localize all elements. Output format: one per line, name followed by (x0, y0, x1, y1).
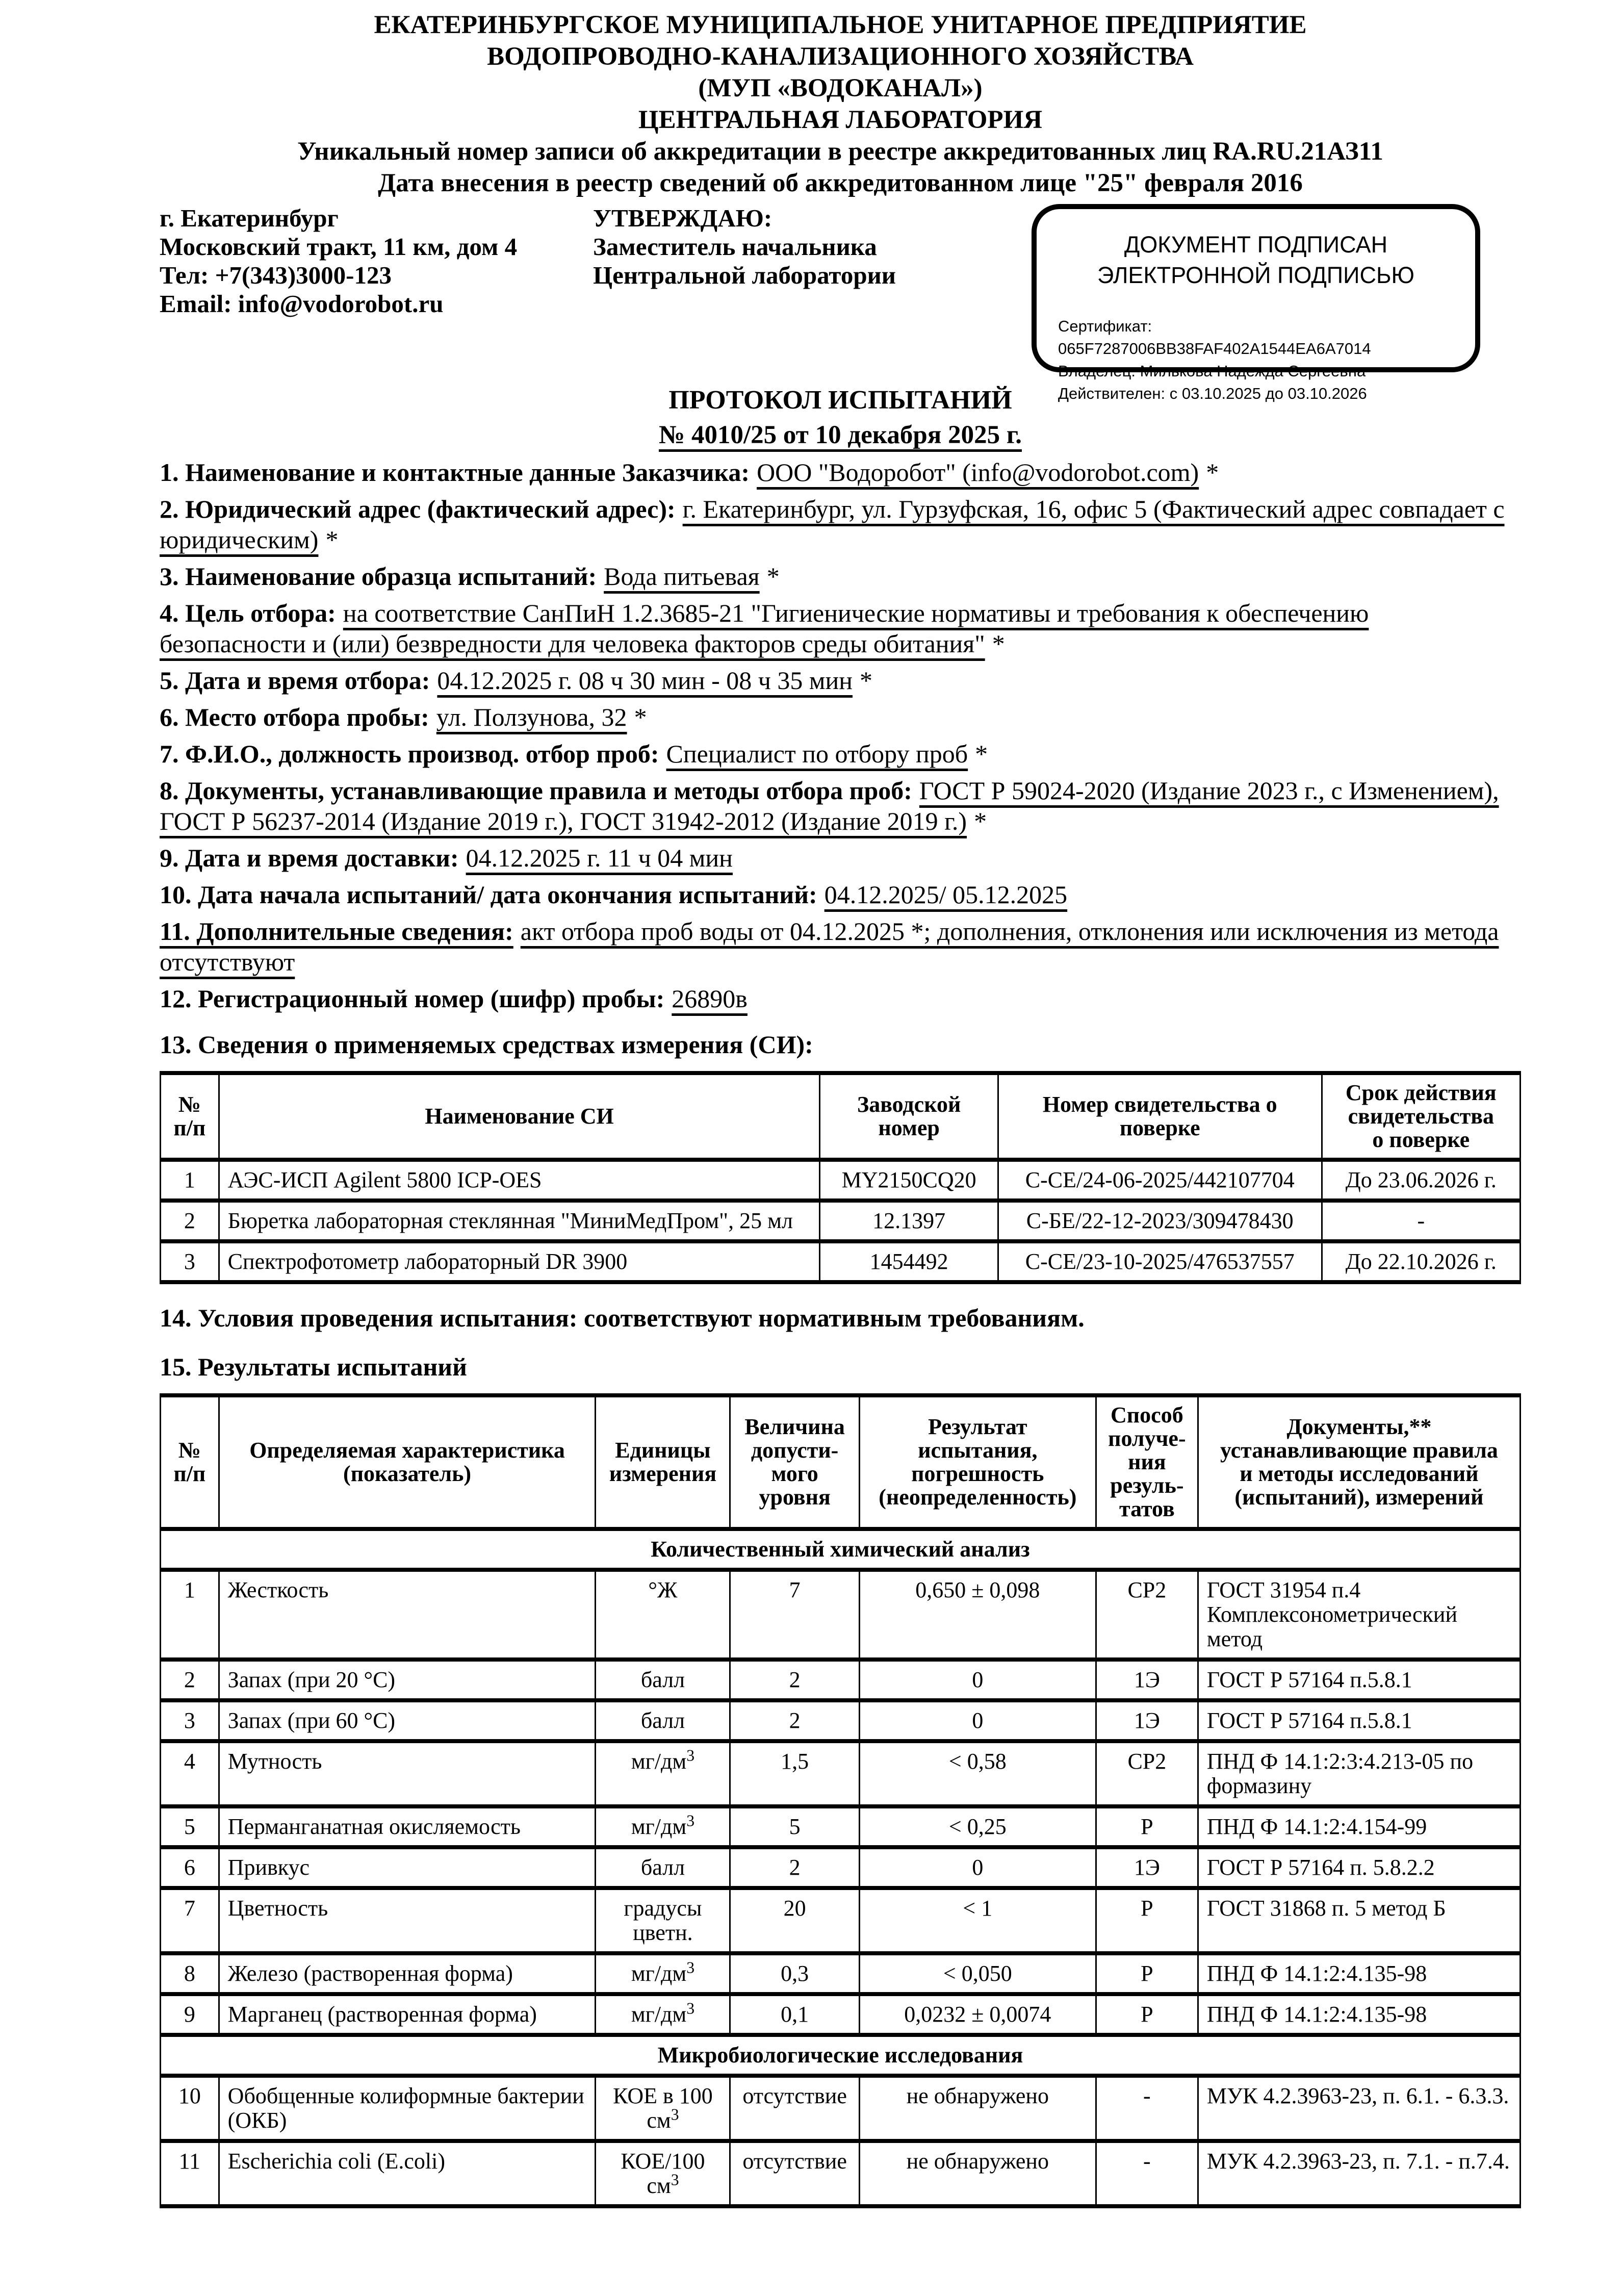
result-row (161, 1994, 1521, 2035)
stamp-owner: Владелец: Милькова Надежда Сергеевна (1058, 362, 1366, 380)
cell-characteristic: Жесткость (219, 1570, 596, 1660)
cell-allowed-level: 7 (730, 1570, 859, 1660)
cell-documents: МУК 4.2.3963-23, п. 7.1. - п.7.4. (1198, 2141, 1520, 2206)
org-name-line: ВОДОПРОВОДНО-КАНАЛИЗАЦИОННОГО ХОЗЯЙСТВА (487, 42, 1194, 71)
item-value: Специалист по отбору проб (666, 739, 968, 768)
cell-allowed-level: отсутствие (730, 2141, 859, 2206)
item-value: г. Екатеринбург, ул. Гурзуфская, 16, офис 5 (Фактический адрес совпадает с юридическим) (160, 495, 1505, 554)
measuring-instruments-table (160, 1071, 1521, 1284)
cell-units: $мг/дм^3$ (596, 1994, 730, 2035)
item-label: 11. Дополнительные сведения: (160, 917, 513, 946)
results-header-row (161, 1395, 1521, 1529)
item-12 (160, 983, 1521, 1014)
cell-cert-number: С-СЕ/24-06-2025/442107704 (998, 1160, 1322, 1201)
item-9 (160, 843, 1521, 873)
approval-line: Заместитель начальника (593, 233, 877, 261)
cell-units: КОЕ в 100 $см^3$ (596, 2076, 730, 2141)
item-value: ул. Ползунова, 32 (436, 703, 627, 731)
item-value: на соответствие СанПиН 1.2.3685-21 "Гигиенические нормативы и требования к обеспечению безопасности и (или) безвредности для человека факторов среды обитания" (160, 599, 1369, 658)
cell-result: < 0,58 (859, 1741, 1096, 1806)
cell-units: балл (596, 1847, 730, 1888)
cell-units: $мг/дм^3$ (596, 1741, 730, 1806)
stamp-title-line: ЭЛЕКТРОННОЙ ПОДПИСЬЮ (1097, 262, 1414, 288)
cell-cert-number: С-БЕ/22-12-2023/309478430 (998, 1201, 1322, 1241)
approval-block (593, 204, 1032, 290)
cell-allowed-level: отсутствие (730, 2076, 859, 2141)
item-11 (160, 916, 1521, 977)
item-label: 10. Дата начала испытаний/ дата окончания испытаний: (160, 880, 817, 909)
item-label: 6. Место отбора пробы: (160, 703, 429, 731)
cell-characteristic: Привкус (219, 1847, 596, 1888)
cell-method-code: 1Э (1096, 1847, 1198, 1888)
cell-index: 3 (161, 1241, 219, 1282)
cell-allowed-level: 2 (730, 1847, 859, 1888)
cell-characteristic: Цветность (219, 1888, 596, 1953)
result-row (161, 1741, 1521, 1806)
item-label: 5. Дата и время отбора: (160, 666, 430, 695)
item-label: 7. Ф.И.О., должность производ. отбор проб: (160, 739, 659, 768)
cell-index: 2 (161, 1201, 219, 1241)
cell-units: балл (596, 1700, 730, 1741)
cell-result: < 0,050 (859, 1953, 1096, 1994)
stamp-certificate: Сертификат: 065F7287006BB38FAF402A1544EA6A7014 (1058, 317, 1371, 358)
item-1 (160, 457, 1521, 488)
cell-validity: - (1322, 1201, 1520, 1241)
item-label: 4. Цель отбора: (160, 599, 336, 627)
cell-units: КОЕ/100 $см^3$ (596, 2141, 730, 2206)
si-header-row (161, 1073, 1521, 1160)
cell-units: °Ж (596, 1570, 730, 1660)
cell-num: 2 (161, 1660, 219, 1700)
cell-documents: МУК 4.2.3963-23, п. 6.1. - 6.3.3. (1198, 2076, 1520, 2141)
item-value: 04.12.2025 г. 08 ч 30 мин - 08 ч 35 мин (437, 666, 853, 695)
item-6 (160, 702, 1521, 732)
cell-method-code: Р (1096, 1953, 1198, 1994)
section13-heading: 13. Сведения о применяемых средствах измерения (СИ): (160, 1030, 813, 1059)
stamp-title-line: ДОКУМЕНТ ПОДПИСАН (1124, 232, 1388, 258)
result-row (161, 2076, 1521, 2141)
cell-result: 0,650 ± 0,098 (859, 1570, 1096, 1660)
cell-allowed-level: 0,1 (730, 1994, 859, 2035)
item-asterisk: * (1206, 458, 1219, 487)
cell-method-code: 1Э (1096, 1660, 1198, 1700)
contact-email: Email: info@vodorobot.ru (160, 290, 444, 318)
cell-characteristic: Перманганатная окисляемость (219, 1806, 596, 1847)
cell-result: 0 (859, 1660, 1096, 1700)
item-7 (160, 738, 1521, 769)
cell-method-code: - (1096, 2141, 1198, 2206)
item-value: ООО "Водоробот" (info@vodorobot.com) (757, 458, 1199, 487)
cell-units: градусы цветн. (596, 1888, 730, 1953)
item-asterisk: * (766, 562, 780, 591)
results-header-characteristic: Определяемая характеристика (показатель) (219, 1395, 596, 1529)
result-row (161, 1847, 1521, 1888)
item-asterisk: * (975, 739, 988, 768)
item-value: 04.12.2025/ 05.12.2025 (824, 880, 1068, 909)
results-header-num: № п/п (161, 1395, 219, 1529)
contact-phone: Тел: +7(343)3000-123 (160, 261, 392, 289)
cell-name: АЭС-ИСП Agilent 5800 ICP-OES (219, 1160, 820, 1201)
results-header-documents: Документы,** устанавливающие правила и методы исследований (испытаний), измерений (1198, 1395, 1520, 1529)
org-name-line: ЕКАТЕРИНБУРГСКОЕ МУНИЦИПАЛЬНОЕ УНИТАРНОЕ ПРЕДПРИЯТИЕ (374, 11, 1307, 39)
item-value: Вода питьевая (604, 562, 760, 591)
approval-line: УТВЕРЖДАЮ: (593, 204, 772, 232)
test-results-table (160, 1393, 1521, 2208)
si-row (161, 1160, 1521, 1201)
cell-documents: ПНД Ф 14.1:2:4.135-98 (1198, 1994, 1520, 2035)
cell-units: $мг/дм^3$ (596, 1953, 730, 1994)
result-row (161, 1660, 1521, 1700)
cell-allowed-level: 5 (730, 1806, 859, 1847)
item-value: ГОСТ Р 59024-2020 (Издание 2023 г., с Изменением), ГОСТ Р 56237-2014 (Издание 2019 г.), ГОСТ 31942-2012 (Издание 2019 г.) (160, 776, 1499, 835)
cell-documents: ПНД Ф 14.1:2:4.154-99 (1198, 1806, 1520, 1847)
item-label: 1. Наименование и контактные данные Заказчика: (160, 458, 750, 487)
item-asterisk: * (325, 525, 339, 554)
cell-name: Бюретка лабораторная стеклянная "МиниМедПром", 25 мл (219, 1201, 820, 1241)
cell-result: < 1 (859, 1888, 1096, 1953)
results-section-title-row (161, 2035, 1521, 2076)
cell-allowed-level: 2 (730, 1700, 859, 1741)
item-4 (160, 598, 1521, 659)
protocol-number (160, 419, 1521, 451)
cell-validity: До 22.10.2026 г. (1322, 1241, 1520, 1282)
contact-street: Московский тракт, 11 км, дом 4 (160, 233, 518, 261)
cell-units: балл (596, 1660, 730, 1700)
section15-heading: 15. Результаты испытаний (160, 1353, 467, 1381)
cell-documents: ГОСТ 31868 п. 5 метод Б (1198, 1888, 1520, 1953)
result-row (161, 2141, 1521, 2206)
cell-result: 0 (859, 1700, 1096, 1741)
protocol-title: ПРОТОКОЛ ИСПЫТАНИЙ (668, 386, 1012, 415)
cell-method-code: СР2 (1096, 1741, 1198, 1806)
item-3 (160, 561, 1521, 592)
contact-city: г. Екатеринбург (160, 204, 339, 232)
cell-num: 11 (161, 2141, 219, 2206)
organization-header (160, 9, 1521, 199)
result-row (161, 1953, 1521, 1994)
cell-allowed-level: 1,5 (730, 1741, 859, 1806)
cell-allowed-level: 0,3 (730, 1953, 859, 1994)
protocol-items (160, 457, 1521, 1014)
item-2 (160, 494, 1521, 555)
cell-num: 1 (161, 1570, 219, 1660)
cell-validity: До 23.06.2026 г. (1322, 1160, 1520, 1201)
results-header-allowed-level: Величина допусти- мого уровня (730, 1395, 859, 1529)
cell-num: 5 (161, 1806, 219, 1847)
cell-method-code: Р (1096, 1888, 1198, 1953)
si-header-serial: Заводской номер (820, 1073, 998, 1160)
cell-serial: MY2150CQ20 (820, 1160, 998, 1201)
cell-result: < 0,25 (859, 1806, 1096, 1847)
cell-num: 8 (161, 1953, 219, 1994)
si-row (161, 1201, 1521, 1241)
cell-result: не обнаружено (859, 2076, 1096, 2141)
item-5 (160, 665, 1521, 696)
org-name-line: (МУП «ВОДОКАНАЛ») (698, 74, 983, 103)
stamp-details (1058, 315, 1454, 405)
results-header-method-code: Способ получе- ния резуль- татов (1096, 1395, 1198, 1529)
item-label: 8. Документы, устанавливающие правила и методы отбора проб: (160, 776, 912, 805)
org-name-line: ЦЕНТРАЛЬНАЯ ЛАБОРАТОРИЯ (638, 106, 1043, 134)
cell-allowed-level: 20 (730, 1888, 859, 1953)
cell-units: $мг/дм^3$ (596, 1806, 730, 1847)
item-label: 3. Наименование образца испытаний: (160, 562, 597, 591)
result-row (161, 1888, 1521, 1953)
cell-serial: 12.1397 (820, 1201, 998, 1241)
stamp-validity: Действителен: с 03.10.2025 до 03.10.2026 (1058, 385, 1367, 402)
cell-characteristic: Железо (растворенная форма) (219, 1953, 596, 1994)
cell-documents: ГОСТ Р 57164 п. 5.8.2.2 (1198, 1847, 1520, 1888)
cell-documents: ГОСТ Р 57164 п.5.8.1 (1198, 1700, 1520, 1741)
cell-num: 9 (161, 1994, 219, 2035)
item-value: 26890в (672, 984, 748, 1013)
cell-result: не обнаружено (859, 2141, 1096, 2206)
item-label: 9. Дата и время доставки: (160, 844, 459, 872)
cell-characteristic: Обобщенные колиформные бактерии (ОКБ) (219, 2076, 596, 2141)
item-value: 04.12.2025 г. 11 ч 04 мин (466, 844, 733, 872)
item-asterisk: * (634, 703, 647, 731)
result-row (161, 1806, 1521, 1847)
cell-characteristic: Запах (при 60 °С) (219, 1700, 596, 1741)
item-8 (160, 775, 1521, 836)
cell-num: 10 (161, 2076, 219, 2141)
item-10 (160, 879, 1521, 910)
results-section-title-row (161, 1529, 1521, 1570)
item-value: акт отбора проб воды от 04.12.2025 *; дополнения, отклонения или исключения из метода отсутствуют (160, 917, 1499, 976)
cell-characteristic: Мутность (219, 1741, 596, 1806)
item-label: 2. Юридический адрес (фактический адрес): (160, 495, 676, 523)
item-asterisk: * (974, 807, 987, 835)
si-header-num: № п/п (161, 1073, 219, 1160)
cell-documents: ПНД Ф 14.1:2:4.135-98 (1198, 1953, 1520, 1994)
si-header-name: Наименование СИ (219, 1073, 820, 1160)
results-header-result: Результат испытания, погрешность (неопределенность) (859, 1395, 1096, 1529)
si-header-validity: Срок действия свидетельства о поверке (1322, 1073, 1520, 1160)
cell-result: 0,0232 ± 0,0074 (859, 1994, 1096, 2035)
cell-serial: 1454492 (820, 1241, 998, 1282)
stamp-title (1058, 229, 1454, 291)
results-section-title: Количественный химический анализ (161, 1529, 1521, 1570)
section14-heading: 14. Условия проведения испытания: соответствуют нормативным требованиям. (160, 1304, 1085, 1332)
cell-method-code: Р (1096, 1994, 1198, 2035)
cell-num: 7 (161, 1888, 219, 1953)
cell-num: 3 (161, 1700, 219, 1741)
cell-documents: ГОСТ Р 57164 п.5.8.1 (1198, 1660, 1520, 1700)
cell-method-code: - (1096, 2076, 1198, 2141)
cell-index: 1 (161, 1160, 219, 1201)
protocol-number-text: № 4010/25 от 10 декабря 2025 г. (659, 421, 1022, 449)
si-row (161, 1241, 1521, 1282)
cell-cert-number: С-СЕ/23-10-2025/476537557 (998, 1241, 1322, 1282)
approval-line: Центральной лаборатории (593, 261, 896, 289)
cell-characteristic: Запах (при 20 °С) (219, 1660, 596, 1700)
cell-documents: ПНД Ф 14.1:2:3:4.213-05 по формазину (1198, 1741, 1520, 1806)
accreditation-number-line: Уникальный номер записи об аккредитации в реестре аккредитованных лиц RA.RU.21АЗ11 (297, 137, 1383, 166)
cell-num: 4 (161, 1741, 219, 1806)
item-label: 12. Регистрационный номер (шифр) пробы: (160, 984, 665, 1013)
cell-characteristic: Escherichia coli (E.coli) (219, 2141, 596, 2206)
result-row (161, 1570, 1521, 1660)
result-row (161, 1700, 1521, 1741)
contact-block (160, 204, 593, 318)
cell-method-code: Р (1096, 1806, 1198, 1847)
cell-method-code: 1Э (1096, 1700, 1198, 1741)
cell-documents: ГОСТ 31954 п.4 Комплексонометрический метод (1198, 1570, 1520, 1660)
results-section-title: Микробиологические исследования (161, 2035, 1521, 2076)
cell-allowed-level: 2 (730, 1660, 859, 1700)
cell-name: Спектрофотометр лабораторный DR 3900 (219, 1241, 820, 1282)
electronic-signature-stamp (1032, 204, 1480, 402)
item-asterisk: * (992, 629, 1005, 658)
cell-characteristic: Марганец (растворенная форма) (219, 1994, 596, 2035)
results-header-units: Единицы измерения (596, 1395, 730, 1529)
cell-method-code: СР2 (1096, 1570, 1198, 1660)
registry-date-line: Дата внесения в реестр сведений об аккредитованном лице "25" февраля 2016 (378, 169, 1303, 197)
si-header-cert-number: Номер свидетельства о поверке (998, 1073, 1322, 1160)
cell-num: 6 (161, 1847, 219, 1888)
item-asterisk: * (860, 666, 873, 695)
cell-result: 0 (859, 1847, 1096, 1888)
